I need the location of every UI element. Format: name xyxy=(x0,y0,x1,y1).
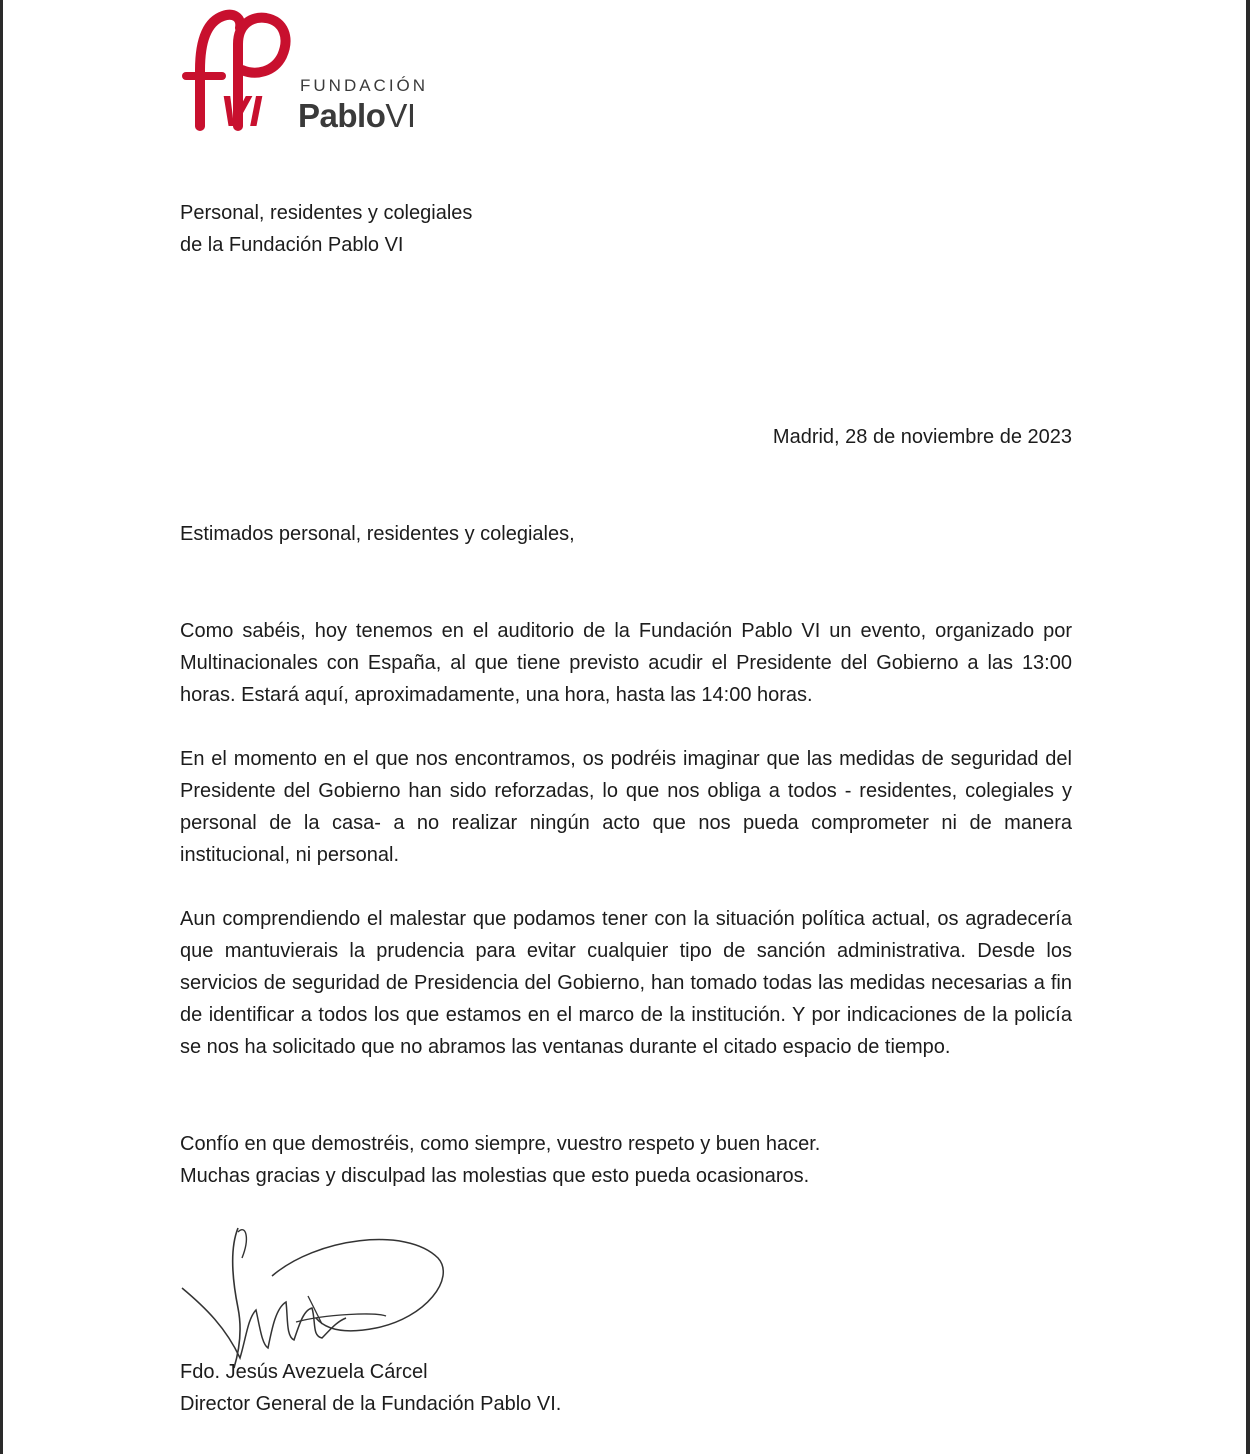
right-border xyxy=(1246,0,1250,1454)
closing-block xyxy=(180,1128,1072,1192)
logo-vi-word: VI xyxy=(385,97,416,134)
greeting: Estimados personal, residentes y colegiales, xyxy=(180,523,575,545)
signatory-name: Fdo. Jesús Avezuela Cárcel xyxy=(180,1361,428,1383)
closing-line-2: Muchas gracias y disculpad las molestias que esto pueda ocasionaros. xyxy=(180,1165,810,1187)
recipient-block xyxy=(180,197,1072,261)
fundacion-pablo-vi-logo xyxy=(178,8,448,133)
monogram-vi-text: VI xyxy=(220,87,262,133)
signatory-title: Director General de la Fundación Pablo VI. xyxy=(180,1393,562,1415)
body-paragraph-3: Aun comprendiendo el malestar que podamos tener con la situación política actual, os agradecería que mantuvierais la prudencia para evitar cualquier tipo de sanción administrativa. Desde los servicios de seguridad de Presidencia del Gobierno, han tomado todas las medidas necesarias a fin de identificar a todos los que estamos en el marco de la institución. Y por indicaciones de la policía se nos ha solicitado que no abramos las ventanas durante el citado espacio de tiempo. xyxy=(180,908,1072,1058)
logo-pablo-word: Pablo xyxy=(298,97,386,134)
recipient-line-2: de la Fundación Pablo VI xyxy=(180,234,404,256)
left-border xyxy=(0,0,3,1454)
fpvi-monogram xyxy=(178,8,298,133)
letter-date: Madrid, 28 de noviembre de 2023 xyxy=(772,426,1072,448)
body-paragraph-1: Como sabéis, hoy tenemos en el auditorio de la Fundación Pablo VI un evento, organizado por Multinacionales con España, al que tiene previsto acudir el Presidente del Gobierno a las 13:00 horas. Estará aquí, aproximadamente, una hora, hasta las 14:00 horas. xyxy=(180,620,1072,706)
signoff-block xyxy=(180,1356,1072,1420)
closing-line-1: Confío en que demostréis, como siempre, vuestro respeto y buen hacer. xyxy=(180,1133,821,1155)
logo-fundacion-text: FUNDACIÓN xyxy=(300,76,429,95)
logo-pablo-text xyxy=(298,97,416,135)
body-paragraph-2: En el momento en el que nos encontramos, os podréis imaginar que las medidas de seguridad del Presidente del Gobierno han sido reforzadas, lo que nos obliga a todos - residentes, colegiales y personal de la casa- a no realizar ningún acto que nos pueda comprometer ni de manera institucional, ni personal. xyxy=(180,748,1072,866)
recipient-line-1: Personal, residentes y colegiales xyxy=(180,202,473,224)
